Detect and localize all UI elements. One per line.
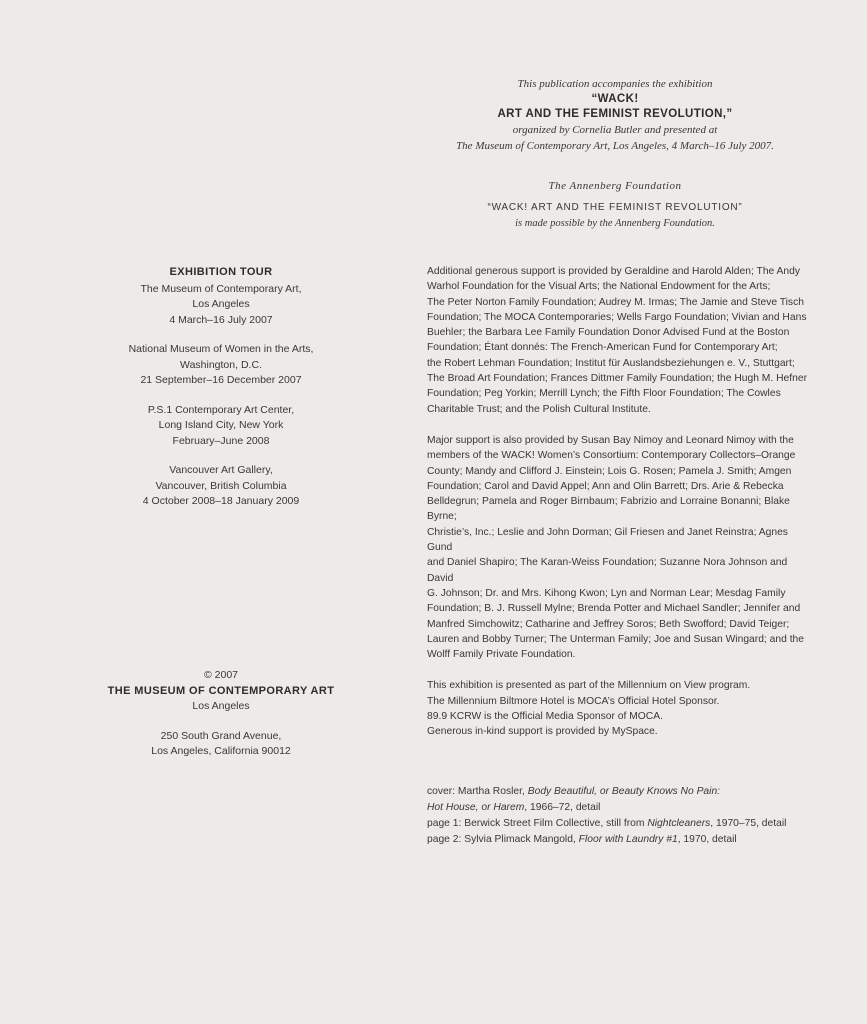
- venue-line: Long Island City, New York: [158, 419, 284, 431]
- paragraph-line: Additional generous support is provided by Geraldine and Harold Alden; The Andy: [427, 266, 801, 277]
- venue-line: Vancouver, British Columbia: [155, 479, 287, 492]
- credit-cover-cont: Hot House, or Harem, 1966–72, detail: [427, 802, 601, 813]
- sponsor-line1: “WACK! ART AND THE FEMINIST REVOLUTION”: [487, 202, 743, 213]
- paragraph-line: Wolff Family Private Foundation.: [427, 649, 576, 661]
- publisher-imprint: [100, 668, 342, 760]
- annenberg-foundation-logo: The Annenberg Foundation: [548, 180, 682, 192]
- paragraph-line: Major support is also provided by Susan Bay Nimoy and Leonard Nimoy with the: [427, 434, 794, 446]
- support-paragraph-major: [427, 433, 807, 662]
- paragraph-line: Lauren and Bobby Turner; The Unterman Family; Joe and Susan Wingard; and the: [427, 633, 805, 645]
- venue-line: 21 September–16 December 2007: [140, 374, 302, 386]
- tour-venue: [100, 342, 342, 389]
- paragraph-line: 89.9 KCRW is the Official Media Sponsor of MOCA.: [427, 711, 663, 723]
- paragraph-line: The Broad Art Foundation; Frances Dittmer Family Foundation; the Hugh M. Hefner: [427, 373, 808, 385]
- copyright: © 2007: [203, 669, 238, 681]
- paragraph-line: Foundation; Étant donnés: The French-American Fund for Contemporary Art;: [427, 342, 778, 354]
- paragraph-line: Foundation; Carol and David Appel; Ann and Olin Barrett; Drs. Arie & Rebecka: [427, 480, 784, 492]
- exhibition-tour: [100, 265, 342, 524]
- header-organized: organized by Cornelia Butler and presented at: [512, 124, 718, 136]
- publisher-city: Los Angeles: [192, 700, 250, 712]
- tour-venue: [100, 463, 342, 510]
- credit-cover: cover: Martha Rosler, Body Beautiful, or Beauty Knows No Pain:: [427, 786, 721, 797]
- paragraph-line: Buehler; the Barbara Lee Family Foundation Donor Advised Fund at the Boston: [427, 327, 790, 339]
- header-venue: The Museum of Contemporary Art, Los Angeles, 4 March–16 July 2007.: [456, 140, 774, 152]
- venue-line: Vancouver Art Gallery,: [169, 464, 273, 476]
- sponsor-line2: is made possible by the Annenberg Foundation.: [515, 218, 715, 229]
- paragraph-line: the Robert Lehman Foundation; Institut für Auslandsbeziehungen e. V., Stuttgart;: [427, 357, 795, 369]
- header-intro: This publication accompanies the exhibition: [517, 78, 713, 90]
- paragraph-line: The Peter Norton Family Foundation; Audrey M. Irmas; The Jamie and Steve Tisch: [427, 296, 804, 308]
- credit-page1: page 1: Berwick Street Film Collective, still from Nightcleaners, 1970–75, detail: [427, 818, 787, 829]
- support-paragraph-additional: [427, 264, 807, 417]
- venue-line: Los Angeles: [192, 298, 250, 310]
- paragraph-line: Foundation; B. J. Russell Mylne; Brenda Potter and Michael Sandler; Jennifer and: [427, 603, 801, 615]
- venue-line: 4 March–16 July 2007: [169, 313, 273, 326]
- paragraph-line: and Daniel Shapiro; The Karan-Weiss Foundation; Suzanne Nora Johnson and David: [427, 557, 788, 584]
- paragraph-line: Foundation; Peg Yorkin; Merrill Lynch; the Fifth Floor Foundation; The Cowles: [427, 388, 781, 400]
- tour-venue: [100, 282, 342, 329]
- venue-line: P.S.1 Contemporary Art Center,: [147, 403, 295, 416]
- exhibition-header: [430, 76, 800, 154]
- publisher-name: THE MUSEUM OF CONTEMPORARY ART: [107, 684, 335, 697]
- paragraph-line: Manfred Simchowitz; Catharine and Jeffrey Soros; Beth Swofford; David Teiger;: [427, 618, 790, 630]
- exhibition-title-line2: ART AND THE FEMINIST REVOLUTION,”: [497, 108, 733, 120]
- paragraph-line: County; Mandy and Clifford J. Einstein; Lois G. Rosen; Pamela J. Smith; Amgen: [427, 465, 792, 477]
- paragraph-line: Warhol Foundation for the Visual Arts; the National Endowment for the Arts;: [427, 281, 771, 293]
- program-paragraph: [427, 678, 807, 739]
- venue-line: February–June 2008: [172, 434, 270, 447]
- paragraph-line: This exhibition is presented as part of the Millennium on View program.: [427, 680, 751, 692]
- exhibition-title-line1: “WACK!: [591, 93, 639, 105]
- image-credits: [427, 784, 807, 848]
- venue-line: 4 October 2008–18 January 2009: [142, 495, 300, 507]
- paragraph-line: Christie’s, Inc.; Leslie and John Dorman; Gil Friesen and Janet Reinstra; Agnes Gund: [427, 526, 788, 554]
- paragraph-line: members of the WACK! Women’s Consortium: Contemporary Collectors–Orange: [427, 450, 796, 462]
- paragraph-line: Generous in-kind support is provided by MySpace.: [427, 726, 658, 738]
- paragraph-line: Belldegrun; Pamela and Roger Birnbaum; Fabrizio and Lorraine Bonanni; Blake Byrne;: [427, 496, 790, 523]
- venue-line: National Museum of Women in the Arts,: [128, 343, 314, 355]
- tour-venue: [100, 403, 342, 450]
- venue-line: The Museum of Contemporary Art,: [140, 282, 302, 295]
- acknowledgements: [427, 264, 807, 756]
- address-line: 250 South Grand Avenue,: [160, 729, 282, 742]
- address-line: Los Angeles, California 90012: [151, 745, 291, 757]
- paragraph-line: Foundation; The MOCA Contemporaries; Wells Fargo Foundation; Vivian and Hans: [427, 311, 807, 323]
- credit-page2: page 2: Sylvia Plimack Mangold, Floor with Laundry #1, 1970, detail: [427, 834, 737, 845]
- paragraph-line: The Millennium Biltmore Hotel is MOCA’s Official Hotel Sponsor.: [427, 695, 720, 707]
- paragraph-line: Charitable Trust; and the Polish Cultural Institute.: [427, 403, 651, 415]
- sponsor-block: [430, 178, 800, 232]
- tour-heading: EXHIBITION TOUR: [169, 266, 273, 278]
- paragraph-line: G. Johnson; Dr. and Mrs. Kihong Kwon; Lyn and Norman Lear; Mesdag Family: [427, 587, 786, 599]
- venue-line: Washington, D.C.: [180, 358, 262, 371]
